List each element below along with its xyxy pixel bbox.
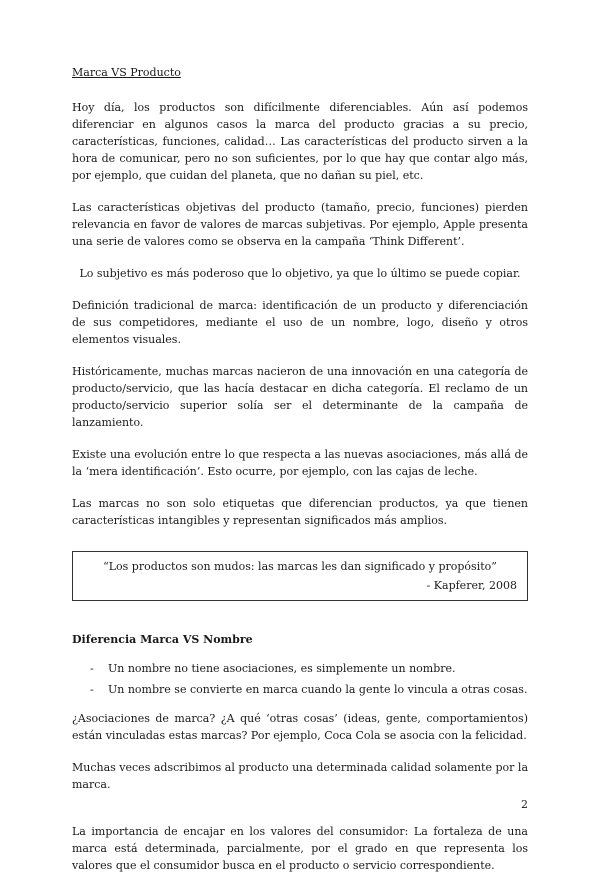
page-number: 2 bbox=[521, 798, 528, 811]
paragraph-traditional-definition: Definición tradicional de marca: identificación de un producto y diferenciación de sus competidores, mediante el uso de un nombre, logo, diseño y otros elementos visuales. bbox=[72, 299, 528, 346]
paragraph-history: Históricamente, muchas marcas nacieron de una innovación en una categoría de producto/servicio, que las hacía destacar en dicha categoría. El reclamo de un producto/servicio superior solía ser el determinante de la campaña de lanzamiento. bbox=[72, 365, 528, 429]
bullet-list bbox=[72, 660, 528, 698]
paragraph-associations: ¿Asociaciones de marca? ¿A qué ‘otras cosas’ (ideas, gente, comportamientos) están vinculadas estas marcas? Por ejemplo, Coca Cola se asocia con la felicidad. bbox=[72, 712, 528, 742]
paragraph-consumer-values: La importancia de encajar en los valores del consumidor: La fortaleza de una marca está determinada, parcialmente, por el grado en que representa los valores que el consumidor busca en el producto o servicio correspondiente. bbox=[72, 825, 528, 872]
quote-author: - Kapferer, 2008 bbox=[426, 579, 517, 592]
list-item: - Un nombre se convierte en marca cuando la gente lo vincula a otras cosas. bbox=[72, 681, 528, 698]
list-item: - Un nombre no tiene asociaciones, es simplemente un nombre. bbox=[72, 660, 528, 677]
paragraph-intangibles: Las marcas no son solo etiquetas que diferencian productos, ya que tienen características intangibles y representan significados más amplios. bbox=[72, 497, 528, 527]
paragraph-intro: Hoy día, los productos son difícilmente diferenciables. Aún así podemos diferenciar en algunos casos la marca del producto gracias a su precio, características, funciones, calidad… Las características del producto sirven a la hora de comunicar, pero no son suficientes, por lo que hay que contar algo más, por ejemplo, que cuidan del planeta, que no dañan su piel, etc. bbox=[72, 101, 528, 182]
paragraph-objective-features: Las características objetivas del producto (tamaño, precio, funciones) pierden relevancia en favor de valores de marcas subjetivas. Por ejemplo, Apple presenta una serie de valores como se observa en la campaña ‘Think Different’. bbox=[72, 201, 528, 248]
centered-statement: Lo subjetivo es más poderoso que lo objetivo, ya que lo último se puede copiar. bbox=[79, 267, 521, 280]
document-page bbox=[72, 64, 528, 889]
quote-box bbox=[72, 551, 528, 601]
section-title-marca-vs-producto: Marca VS Producto bbox=[72, 66, 181, 79]
quote-text: “Los productos son mudos: las marcas les dan significado y propósito” bbox=[103, 560, 497, 573]
paragraph-evolution: Existe una evolución entre lo que respecta a las nuevas asociaciones, más allá de la ‘mera identificación’. Esto ocurre, por ejemplo, con las cajas de leche. bbox=[72, 448, 528, 478]
section-title-marca-vs-nombre: Diferencia Marca VS Nombre bbox=[72, 633, 253, 646]
paragraph-quality: Muchas veces adscribimos al producto una determinada calidad solamente por la marca. bbox=[72, 761, 528, 791]
